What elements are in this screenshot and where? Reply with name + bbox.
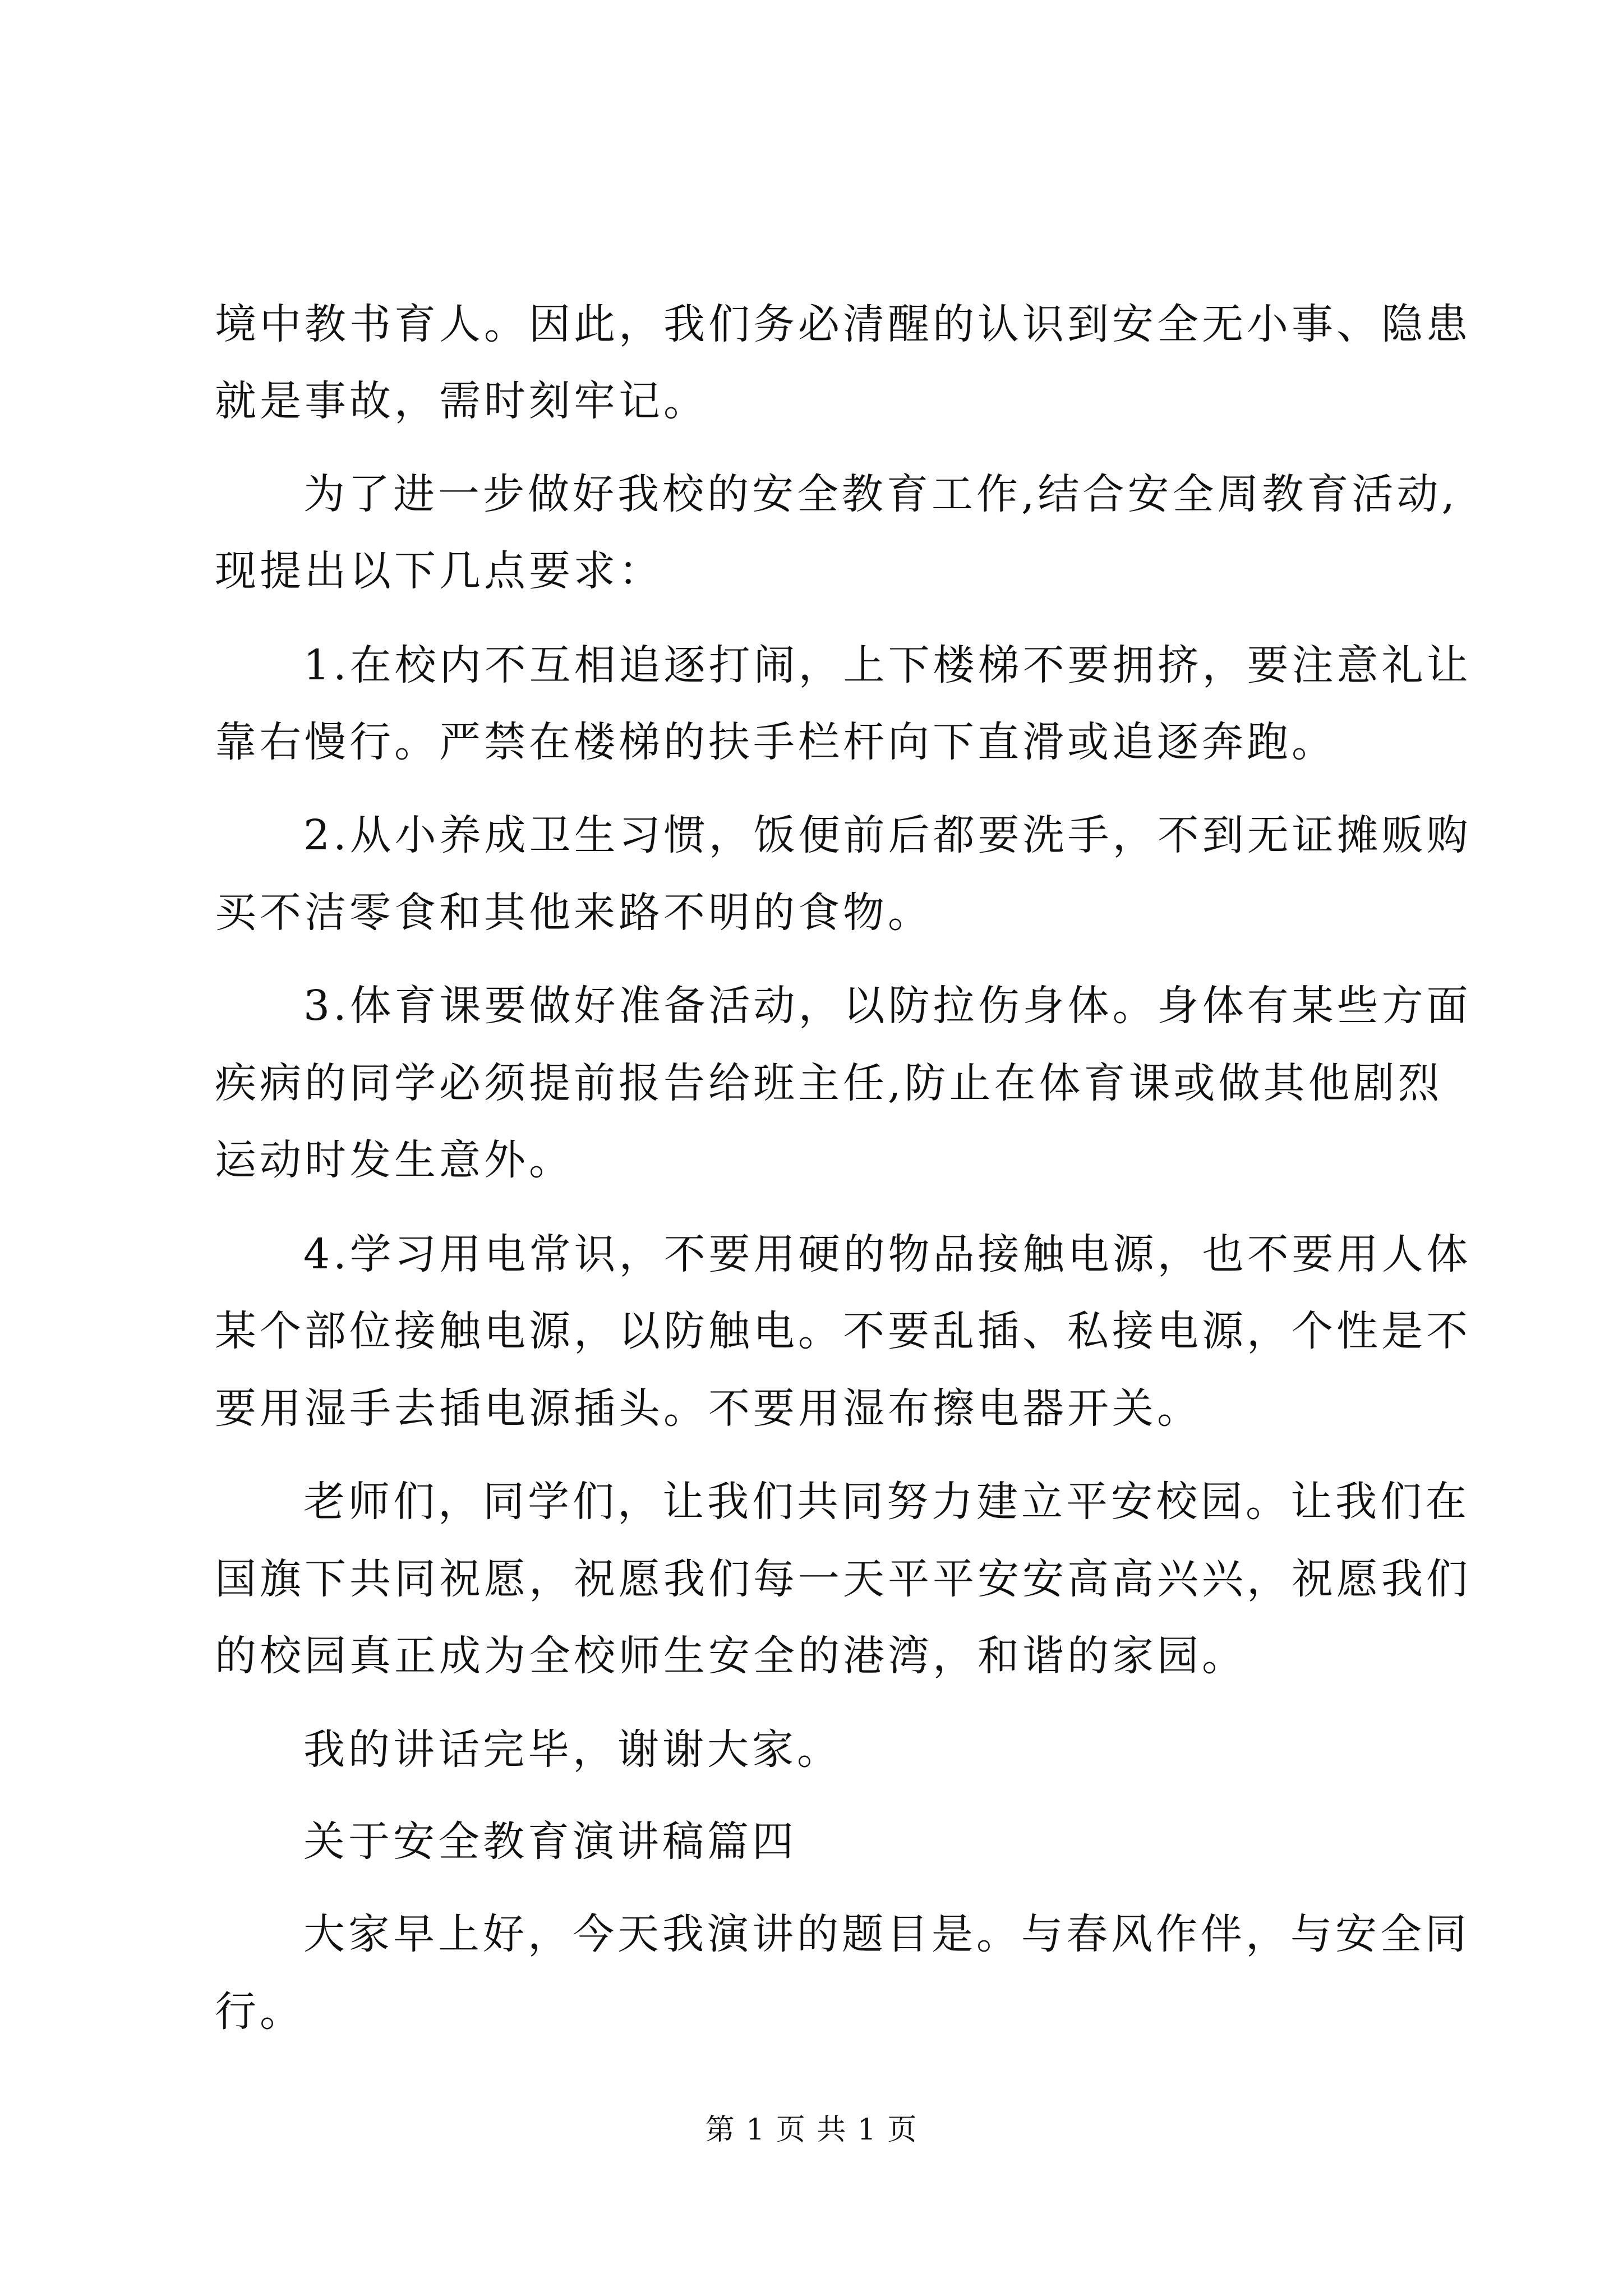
text-line: 国旗下共同祝愿，祝愿我们每一天平平安安高高兴兴，祝愿我们 xyxy=(215,1555,1471,1603)
text-line: 买不洁零食和其他来路不明的食物。 xyxy=(215,889,933,937)
text-line: 要用湿手去插电源插头。不要用湿布擦电器开关。 xyxy=(215,1384,1202,1433)
text-line: 境中教书育人。因此，我们务必清醒的认识到安全无小事、隐患 xyxy=(215,300,1471,348)
text-line: 2.从小养成卫生习惯，饭便前后都要洗手，不到无证摊贩购 xyxy=(303,811,1472,859)
text-line: 我的讲话完毕，谢谢大家。 xyxy=(303,1726,842,1774)
section-heading: 关于安全教育演讲稿篇四 xyxy=(303,1818,797,1866)
page-number-footer: 第 1 页 共 1 页 xyxy=(705,2113,918,2147)
text-line: 老师们，同学们，让我们共同努力建立平安校园。让我们在 xyxy=(303,1478,1470,1526)
text-line: 3.体育课要做好准备活动，以防拉伤身体。身体有某些方面 xyxy=(303,982,1472,1030)
text-line: 大家早上好，今天我演讲的题目是。与春风作伴，与安全同 xyxy=(303,1910,1470,1958)
text-line: 行。 xyxy=(215,1987,305,2036)
text-line: 的校园真正成为全校师生安全的港湾，和谐的家园。 xyxy=(215,1632,1247,1680)
text-line: 靠右慢行。严禁在楼梯的扶手栏杆向下直滑或追逐奔跑。 xyxy=(215,718,1336,766)
text-line: 1.在校内不互相追逐打闹，上下楼梯不要拥挤，要注意礼让 xyxy=(303,641,1472,689)
text-line: 某个部位接触电源，以防触电。不要乱插、私接电源，个性是不 xyxy=(215,1307,1471,1355)
text-line: 运动时发生意外。 xyxy=(215,1136,574,1184)
text-line: 4.学习用电常识，不要用硬的物品接触电源，也不要用人体 xyxy=(303,1230,1472,1278)
text-line: 疾病的同学必须提前报告给班主任,防止在体育课或做其他剧烈 xyxy=(215,1059,1443,1107)
text-line: 就是事故，需时刻牢记。 xyxy=(215,377,708,425)
text-line: 为了进一步做好我校的安全教育工作,结合安全周教育活动, xyxy=(303,470,1459,518)
text-line: 现提出以下几点要求： xyxy=(215,547,663,595)
